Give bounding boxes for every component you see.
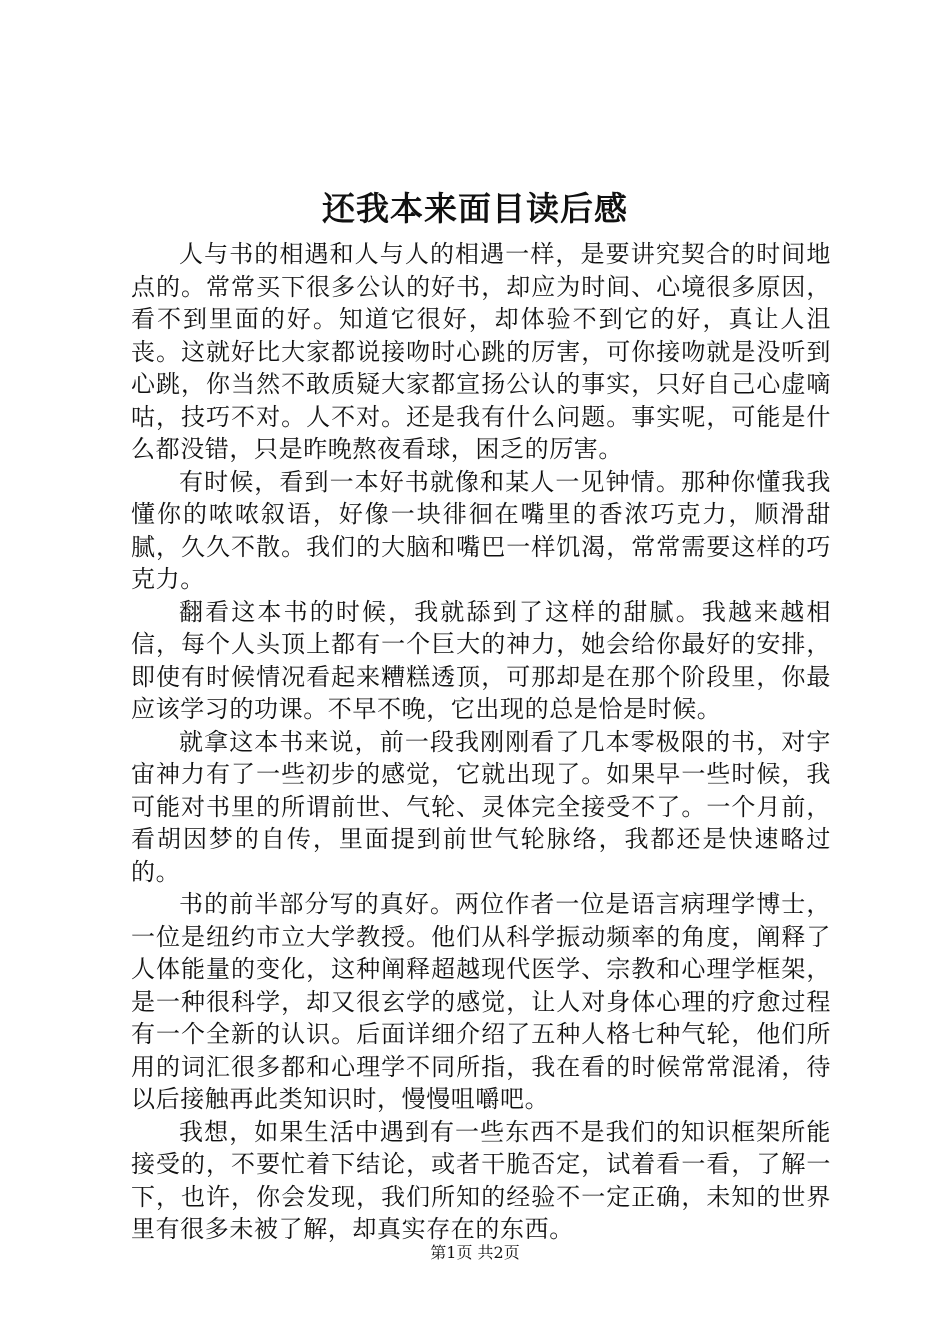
paragraph: 有时候，看到一本好书就像和某人一见钟情。那种你懂我我懂你的哝哝叙语，好像一块徘徊在嘴里的香浓巧克力，顺滑甜腻，久久不散。我们的大脑和嘴巴一样饥渴，常常需要这样的巧克力。 <box>131 467 831 593</box>
paragraph: 我想，如果生活中遇到有一些东西不是我们的知识框架所能接受的，不要忙着下结论，或者干脆否定，试着看一看，了解一下，也许，你会发现，我们所知的经验不一定正确，未知的世界里有很多未被了解，却真实存在的东西。 <box>131 1117 831 1243</box>
document-title: 还我本来面目读后感 <box>322 189 628 228</box>
paragraph: 书的前半部分写的真好。两位作者一位是语言病理学博士，一位是纽约市立大学教授。他们从科学振动频率的角度，阐释了人体能量的变化，这种阐释超越现代医学、宗教和心理学框架，是一种很科学，却又很玄学的感觉，让人对身体心理的疗愈过程有一个全新的认识。后面详细介绍了五种人格七种气轮，他们所用的词汇很多都和心理学不同所指，我在看的时候常常混淆，待以后接触再此类知识时，慢慢咀嚼吧。 <box>131 890 831 1113</box>
document-body <box>131 238 831 1246</box>
paragraph: 翻看这本书的时候，我就舔到了这样的甜腻。我越来越相信，每个人头顶上都有一个巨大的神力，她会给你最好的安排，即使有时候情况看起来糟糕透顶，可那却是在那个阶段里，你最应该学习的功课。不早不晚，它出现的总是恰是时候。 <box>131 597 831 723</box>
paragraph: 人与书的相遇和人与人的相遇一样，是要讲究契合的时间地点的。常常买下很多公认的好书，却应为时间、心境很多原因，看不到里面的好。知道它很好，却体验不到它的好，真让人沮丧。这就好比大家都说接吻时心跳的厉害，可你接吻就是没听到心跳，你当然不敢质疑大家都宣扬公认的事实，只好自己心虚嘀咕，技巧不对。人不对。还是我有什么问题。事实呢，可能是什么都没错，只是昨晚熬夜看球，困乏的厉害。 <box>131 240 831 463</box>
page-number-footer: 第1页 共2页 <box>430 1243 520 1262</box>
paragraph: 就拿这本书来说，前一段我刚刚看了几本零极限的书，对宇宙神力有了一些初步的感觉，它就出现了。如果早一些时候，我可能对书里的所谓前世、气轮、灵体完全接受不了。一个月前，看胡因梦的自传，里面提到前世气轮脉络，我都还是快速略过的。 <box>131 727 831 886</box>
